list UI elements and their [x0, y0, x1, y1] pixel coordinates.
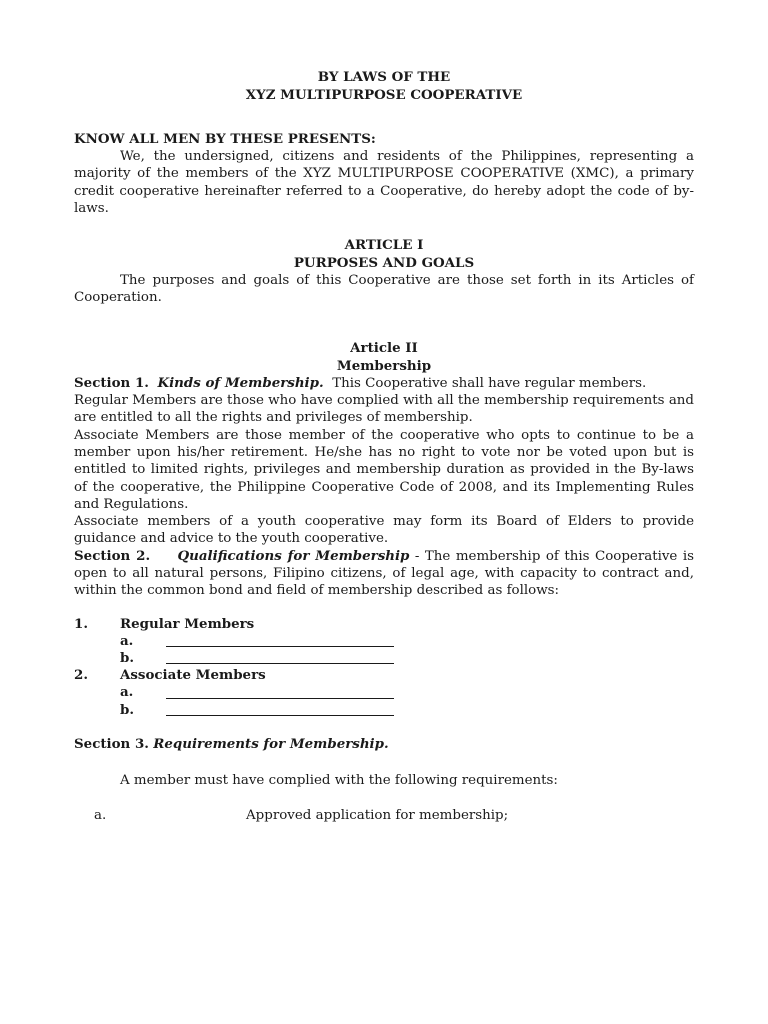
list-subitem-letter: a. — [120, 684, 134, 701]
list-item-label: Regular Members — [120, 615, 255, 632]
blank-line — [166, 634, 394, 647]
section-3-title: Requirements for Membership. — [153, 735, 389, 752]
know-all-heading: KNOW ALL MEN BY THESE PRESENTS: — [74, 131, 376, 147]
section-2-paragraph — [74, 548, 694, 600]
section-2-title: Qualifications for Membership — [177, 547, 410, 564]
regular-members-paragraph: Regular Members are those who have complied with all the membership requirements and are entitled to all the rights and privileges of membership. — [74, 393, 694, 426]
list-subitem-letter: b. — [120, 701, 135, 718]
list-subitem-letter: a. — [120, 632, 134, 649]
article-1-number: ARTICLE I — [344, 237, 424, 254]
associate-members-paragraph: Associate Members are those member of the cooperative who opts to continue to be a member upon his/her retirement. He/she has no right to vote nor be voted upon but is entitled to limited rights, privileges and membership duration as provided in the By-laws of the cooperative, the Philippine Cooperative Code of 2008, and its Implementing Rules and Regulations. — [74, 427, 694, 512]
article-1-title: PURPOSES AND GOALS — [293, 255, 475, 272]
list-item — [74, 667, 694, 684]
blank-line — [166, 703, 394, 716]
section-2-label: Section 2. — [74, 547, 151, 564]
article-2-title: Membership — [336, 357, 432, 374]
requirement-item — [74, 807, 694, 825]
section-1-label: Section 1. — [74, 374, 149, 391]
blank-line — [166, 651, 394, 664]
list-item — [74, 616, 694, 633]
title-line-2: XYZ MULTIPURPOSE COOPERATIVE — [245, 87, 523, 103]
section-2-text: - The membership of this Cooperative is open to all natural persons, Filipino citizens, of legal age, with capacity to contract and, within the common bond and field of membership described as follows: — [74, 548, 694, 599]
article-1-paragraph: The purposes and goals of this Cooperative are those set forth in its Articles of Cooperation. — [74, 273, 694, 306]
list-subitem-letter: b. — [120, 650, 135, 666]
section-1-title: Kinds of Membership. — [157, 374, 324, 391]
membership-list — [74, 616, 694, 719]
list-item-label: Associate Members — [120, 667, 266, 684]
section-3-heading — [74, 735, 694, 754]
list-item-number: 1. — [74, 615, 88, 632]
list-item-number: 2. — [74, 667, 88, 684]
intro-paragraph: We, the undersigned, citizens and residents of the Philippines, representing a majority of the members of the XYZ MULTIPURPOSE COOPERATIVE (XMC), a primary credit cooperative hereinafter referred to a Cooperative, do hereby adopt the code of by-laws. — [74, 149, 694, 216]
requirement-text: Approved application for membership; — [246, 807, 509, 823]
blank-line — [166, 686, 394, 699]
document-title — [74, 0, 694, 104]
list-subitem — [74, 650, 694, 667]
section-1-text: This Cooperative shall have regular members. — [332, 375, 647, 391]
requirement-letter: a. — [94, 807, 107, 823]
youth-cooperative-paragraph: Associate members of a youth cooperative may form its Board of Elders to provide guidance and advice to the youth cooperative. — [74, 514, 694, 547]
article-2-heading — [74, 339, 694, 375]
section-3-label: Section 3. — [74, 735, 149, 752]
list-subitem — [74, 633, 694, 650]
list-subitem — [74, 702, 694, 719]
list-subitem — [74, 684, 694, 701]
section-1-paragraph — [74, 375, 694, 392]
article-1-heading — [74, 236, 694, 272]
requirements-intro: A member must have complied with the following requirements: — [120, 772, 558, 788]
article-2-number: Article II — [350, 339, 418, 356]
title-line-1: BY LAWS OF THE — [317, 69, 451, 85]
